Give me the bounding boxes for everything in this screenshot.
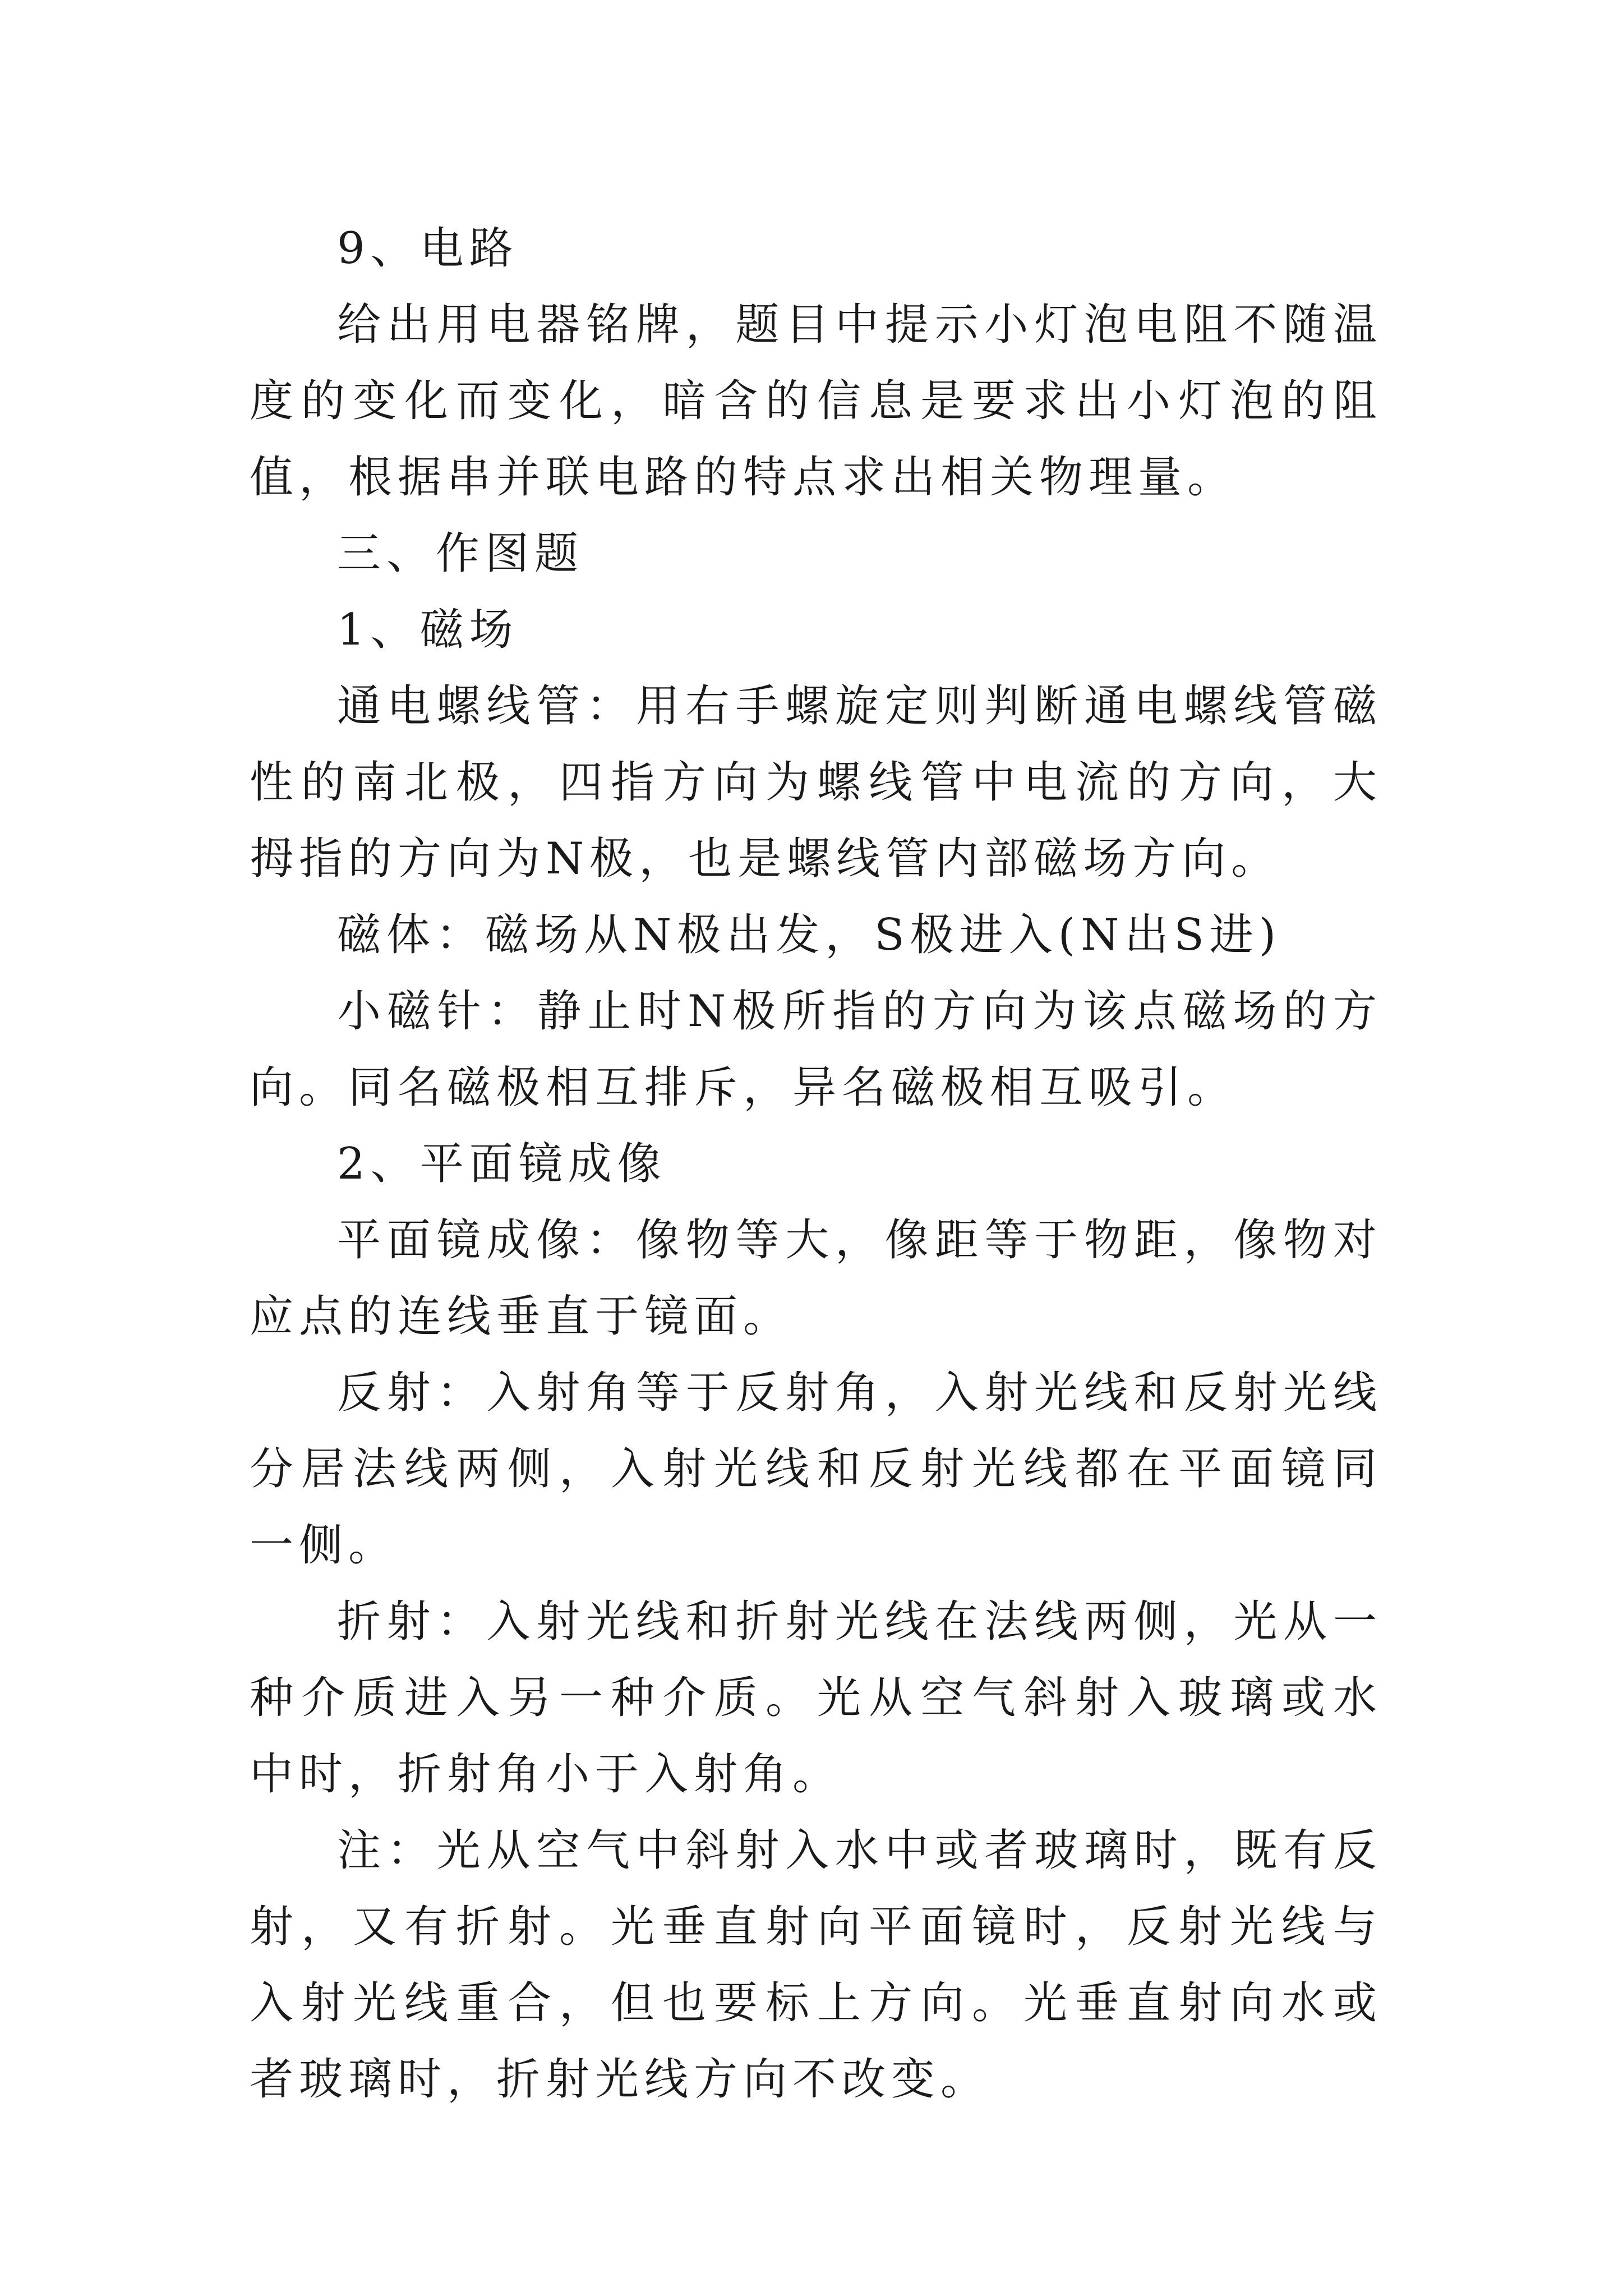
- magnetic-field-heading: 1、磁场: [337, 605, 519, 655]
- note-paragraph: 注：光从空气中斜射入水中或者玻璃时，既有反射，又有折射。光垂直射向平面镜时，反射光线与入射光线重合，但也要标上方向。光垂直射向水或者玻璃时，折射光线方向不改变。: [250, 1825, 1382, 2105]
- document-body: [250, 210, 1382, 2118]
- section-9-paragraph: 给出用电器铭牌，题目中提示小灯泡电阻不随温度的变化而变化，暗含的信息是要求出小灯泡的阻值，根据串并联电路的特点求出相关物理量。: [250, 300, 1382, 503]
- compass-needle-paragraph: 小磁针：静止时N极所指的方向为该点磁场的方向。同名磁极相互排斥，异名磁极相互吸引。: [250, 986, 1382, 1113]
- plane-mirror-paragraph: 平面镜成像：像物等大，像距等于物距，像物对应点的连线垂直于镜面。: [250, 1215, 1382, 1342]
- reflection-paragraph: 反射：入射角等于反射角，入射光线和反射光线分居法线两侧，入射光线和反射光线都在平面镜同一侧。: [250, 1368, 1382, 1571]
- refraction-paragraph: 折射：入射光线和折射光线在法线两侧，光从一种介质进入另一种介质。光从空气斜射入玻璃或水中时，折射角小于入射角。: [250, 1596, 1382, 1800]
- solenoid-paragraph: 通电螺线管：用右手螺旋定则判断通电螺线管磁性的南北极，四指方向为螺线管中电流的方向，大拇指的方向为N极，也是螺线管内部磁场方向。: [250, 681, 1382, 884]
- section-9-heading: 9、电路: [337, 223, 519, 274]
- plane-mirror-heading: 2、平面镜成像: [337, 1139, 667, 1189]
- part-3-heading: 三、作图题: [337, 528, 584, 579]
- magnet-paragraph: 磁体：磁场从N极出发，S极进入(N出S进): [337, 910, 1282, 960]
